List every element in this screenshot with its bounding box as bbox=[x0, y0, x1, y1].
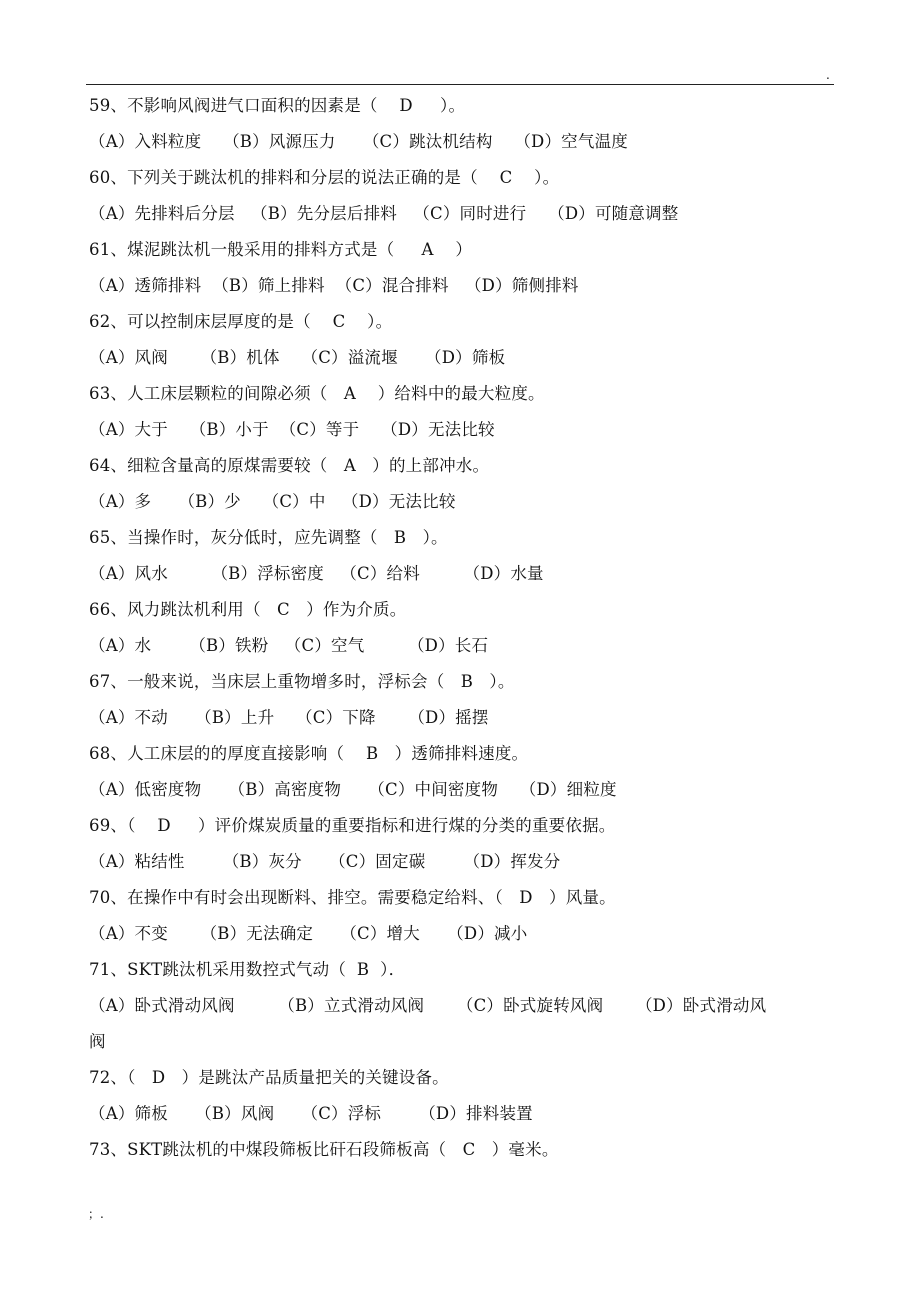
options-65: （A）风水 （B）浮标密度 （C）给料 （D）水量 bbox=[89, 564, 544, 583]
options-63: （A）大于 （B）小于 （C）等于 （D）无法比较 bbox=[89, 420, 495, 439]
question-64: 64、细粒含量高的原煤需要较（ A ）的上部冲水。 bbox=[89, 456, 490, 475]
question-61: 61、煤泥跳汰机一般采用的排料方式是（ A ） bbox=[89, 240, 473, 259]
question-72: 72、（ D ）是跳汰产品质量把关的关键设备。 bbox=[89, 1068, 449, 1087]
question-70: 70、在操作中有时会出现断料、排空。需要稳定给料、（ D ）风量。 bbox=[89, 888, 616, 907]
footer-mark: ；. bbox=[88, 1207, 104, 1221]
options-67: （A）不动 （B）上升 （C）下降 （D）摇摆 bbox=[89, 708, 489, 727]
question-71: 71、SKT跳汰机采用数控式气动（ B ）． bbox=[89, 960, 406, 979]
question-63: 63、人工床层颗粒的间隙必须（ A ）给料中的最大粒度。 bbox=[89, 384, 545, 403]
header-dot: . bbox=[826, 68, 830, 82]
question-65: 65、当操作时，灰分低时，应先调整（ B ）。 bbox=[89, 528, 448, 547]
header-rule bbox=[86, 84, 834, 85]
question-66: 66、风力跳汰机利用（ C ）作为介质。 bbox=[89, 600, 407, 619]
options-72: （A）筛板 （B）风阀 （C）浮标 （D）排料装置 bbox=[89, 1104, 533, 1123]
options-69: （A）粘结性 （B）灰分 （C）固定碳 （D）挥发分 bbox=[89, 852, 561, 871]
question-69: 69、（ D ）评价煤炭质量的重要指标和进行煤的分类的重要依据。 bbox=[89, 816, 616, 835]
question-list bbox=[89, 88, 837, 1168]
question-59: 59、不影响风阀进气口面积的因素是（ D ）。 bbox=[89, 96, 466, 115]
options-66: （A）水 （B）铁粉 （C）空气 （D）长石 bbox=[89, 636, 489, 655]
options-70: （A）不变 （B）无法确定 （C）增大 （D）减小 bbox=[89, 924, 528, 943]
options-68: （A）低密度物 （B）高密度物 （C）中间密度物 （D）细粒度 bbox=[89, 780, 617, 799]
question-62: 62、可以控制床层厚度的是（ C ）。 bbox=[89, 312, 393, 331]
options-71-continued: 阀 bbox=[89, 1032, 106, 1051]
options-64: （A）多 （B）少 （C）中 （D）无法比较 bbox=[89, 492, 456, 511]
question-73: 73、SKT跳汰机的中煤段筛板比矸石段筛板高（ C ）毫米。 bbox=[89, 1140, 559, 1159]
options-62: （A）风阀 （B）机体 （C）溢流堰 （D）筛板 bbox=[89, 348, 506, 367]
question-68: 68、人工床层的的厚度直接影响（ B ）透筛排料速度。 bbox=[89, 744, 529, 763]
options-61: （A）透筛排料 （B）筛上排料 （C）混合排料 （D）筛侧排料 bbox=[89, 276, 579, 295]
options-71: （A）卧式滑动风阀 （B）立式滑动风阀 （C）卧式旋转风阀 （D）卧式滑动风 bbox=[89, 996, 767, 1015]
question-60: 60、下列关于跳汰机的排料和分层的说法正确的是（ C ）。 bbox=[89, 168, 560, 187]
options-60: （A）先排料后分层 （B）先分层后排料 （C）同时进行 （D）可随意调整 bbox=[89, 204, 679, 223]
options-59: （A）入料粒度 （B）风源压力 （C）跳汰机结构 （D）空气温度 bbox=[89, 132, 628, 151]
question-67: 67、一般来说，当床层上重物增多时，浮标会（ B ）。 bbox=[89, 672, 515, 691]
